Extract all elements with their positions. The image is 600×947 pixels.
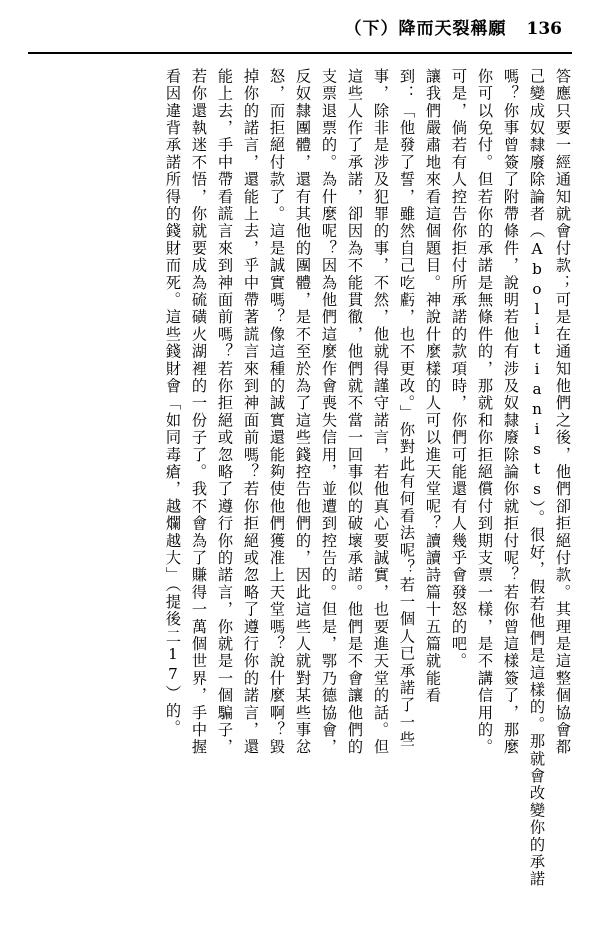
page-header xyxy=(0,14,600,48)
text-column: 到：「他發了誓，雖然自己吃虧，也不更改。」你對此有何看法呢？若一個人已承諾了一些 xyxy=(398,68,416,749)
text-column: 反奴隸團體，還有其他的團體，是不至於為了這些錢控告他們的，因此這些人就對某些事忿 xyxy=(294,68,312,756)
text-column: 答應只要一經通知就會付款；可是在通知他們之後，他們卻拒絕付款。其理是這整個協會都 xyxy=(554,68,572,756)
header-title: （下）降而天裂稱願 xyxy=(344,19,507,39)
text-column: 事，除非是涉及犯罪的事，不然，他就得謹守諾言，若他真心要誠實，也要進天堂的話。但 xyxy=(372,68,390,756)
text-column: 掉你的諾言，還能上去，乎中帶著謊言來到神面前嗎？若你拒絕或忽略了遵行你的諾言，還 xyxy=(242,68,260,756)
text-column: 能上去，手中帶看謊言來到神面前嗎？若你拒絕或忽略了遵行你的諾言，你就是一個騙子， xyxy=(216,68,234,756)
text-column: 可是，倘若有人控告你拒付所承諾的款項時，你們可能還有人幾乎會發怒的吧。 xyxy=(450,68,468,670)
text-column: 讓我們嚴肅地來看這個題目。神說什麼樣的人可以進天堂呢？讀讀詩篇十五篇就能看 xyxy=(424,68,442,705)
text-column: 己變成奴隸廢除論者（Abolitianists）。很好，假若他們是這樣的。那就會改變你的承諾 xyxy=(528,68,546,888)
text-column: 若你還執迷不悟，你就要成為硫磺火湖裡的一份子了。我不會為了賺得一萬個世界，手中握 xyxy=(190,68,208,756)
body-text xyxy=(24,68,576,926)
text-column: 這些人作了承諾，卻因為不能貫徹，他們就不當一回事似的破壞承諾。他們是不會讓他們的 xyxy=(346,68,364,756)
header-divider xyxy=(28,52,572,54)
text-column: 嗎？你事曾簽了附帶條件，說明若他有涉及奴隸廢除論你就拒付呢？若你曾這樣簽了，那麼 xyxy=(502,68,520,756)
text-column: 看因違背承諾所得的錢財而死。這些錢財會「如同毒瘡，越爛越大」（提後二17）的。 xyxy=(164,68,182,737)
page-number: 136 xyxy=(526,19,562,39)
text-column: 你可以免付。但若你的承諾是無條件的，那就和你拒絕償付到期支票一樣，是不講信用的。 xyxy=(476,68,494,756)
text-column: 支票退票的。為什麼呢？因為他們這麼作會喪失信用，並遭到控告的。但是，鄂乃德協會， xyxy=(320,68,338,756)
text-column: 怒，而拒絕付款了。這是誠實嗎？像這種的誠實還能夠使他們獲准上天堂嗎？說什麼啊？毀 xyxy=(268,68,286,756)
